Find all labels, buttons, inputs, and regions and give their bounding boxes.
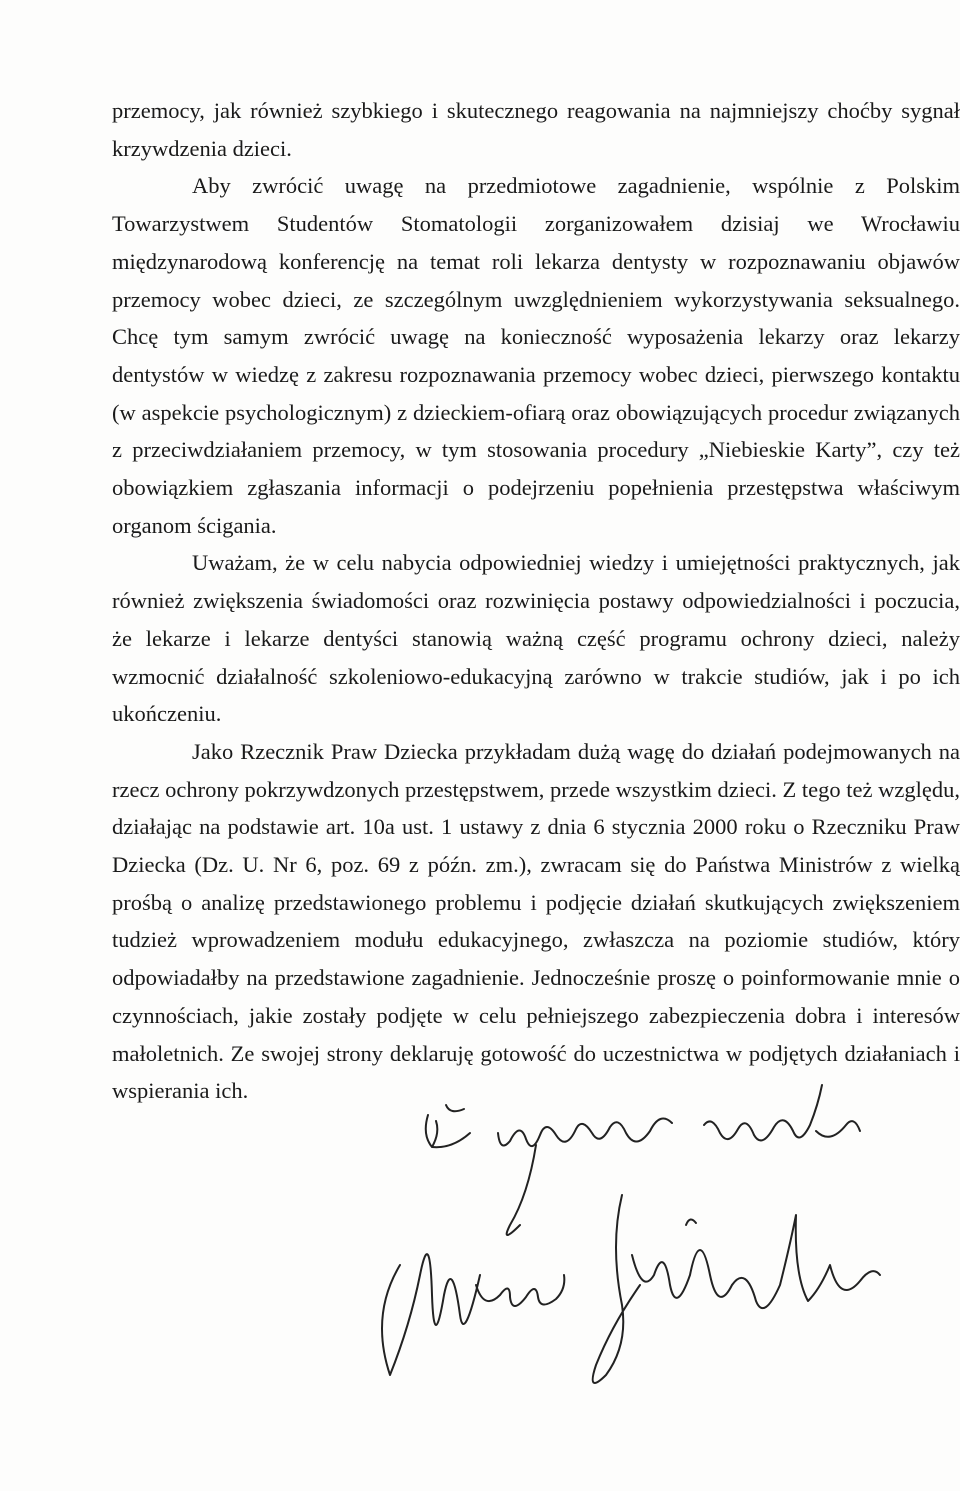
paragraph-3: Uważam, że w celu nabycia odpowiedniej wiedzy i umiejętności praktycznych, jak również zwiększenia świadomości oraz rozwinięcia postawy odpowiedzialności i poczucia, że lekarze i lekarze dentyści stanowią ważną część programu ochrony dzieci, należy wzmocnić działalność szkoleniowo-edukacyjną zarówno w trakcie studiów, jak i po ich ukończeniu. [112,550,960,727]
paragraph-4: Jako Rzecznik Praw Dziecka przykładam dużą wagę do działań podejmowanych na rzecz ochrony pokrzywdzonych przestępstwem, przede wszystkim dzieci. Z tego też względu, działając na podstawie art. 10a ust. 1 ustawy z dnia 6 stycznia 2000 roku o Rzeczniku Praw Dziecka (Dz. U. Nr 6, poz. 69 z późn. zm.), zwracam się do Państwa Ministrów z wielką prośbą o analizę przedstawionego problemu i podjęcie działań skutkujących zwiększeniem tudzież wprowadzeniem modułu edukacyjnego, zwłaszcza na poziomie studiów, który odpowiadałby na przedstawione zagadnienie. Jednocześnie proszę o poinformowanie mnie o czynnościach, jakie zostały podjęte w celu pełniejszego zabezpieczenia dobra i interesów małoletnich. Ze swojej strony deklaruję gotowość do uczestnictwa w podjętych działaniach i wspierania ich. [112,738,960,1104]
signature-name-handwriting [382,1195,880,1383]
handwritten-signature [360,1075,900,1415]
letter-body [112,92,960,1110]
paragraph-2: Aby zwrócić uwagę na przedmiotowe zagadnienie, wspólnie z Polskim Towarzystwem Studentów Stomatologii zorganizowałem dzisiaj we Wrocławiu międzynarodową konferencję na temat roli lekarza dentysty w rozpoznawaniu objawów przemocy wobec dzieci, ze szczególnym uwzględnieniem wykorzystywania seksualnego. Chcę tym samym zwrócić uwagę na konieczność wyposażenia lekarzy oraz lekarzy dentystów w wiedzę z zakresu rozpoznawania przemocy wobec dzieci, pierwszego kontaktu (w aspekcie psychologicznym) z dzieckiem-ofiarą oraz obowiązujących procedur związanych z przeciwdziałaniem przemocy, w tym stosowania procedury „Niebieskie Karty”, czy też obowiązkiem zgłaszania informacji o podejrzeniu popełnienia przestępstwa właściwym organom ścigania. [112,173,960,538]
paragraph-1: przemocy, jak również szybkiego i skutecznego reagowania na najmniejszy choćby sygnał krzywdzenia dzieci. [112,98,960,161]
signature-closing-handwriting [426,1085,860,1235]
